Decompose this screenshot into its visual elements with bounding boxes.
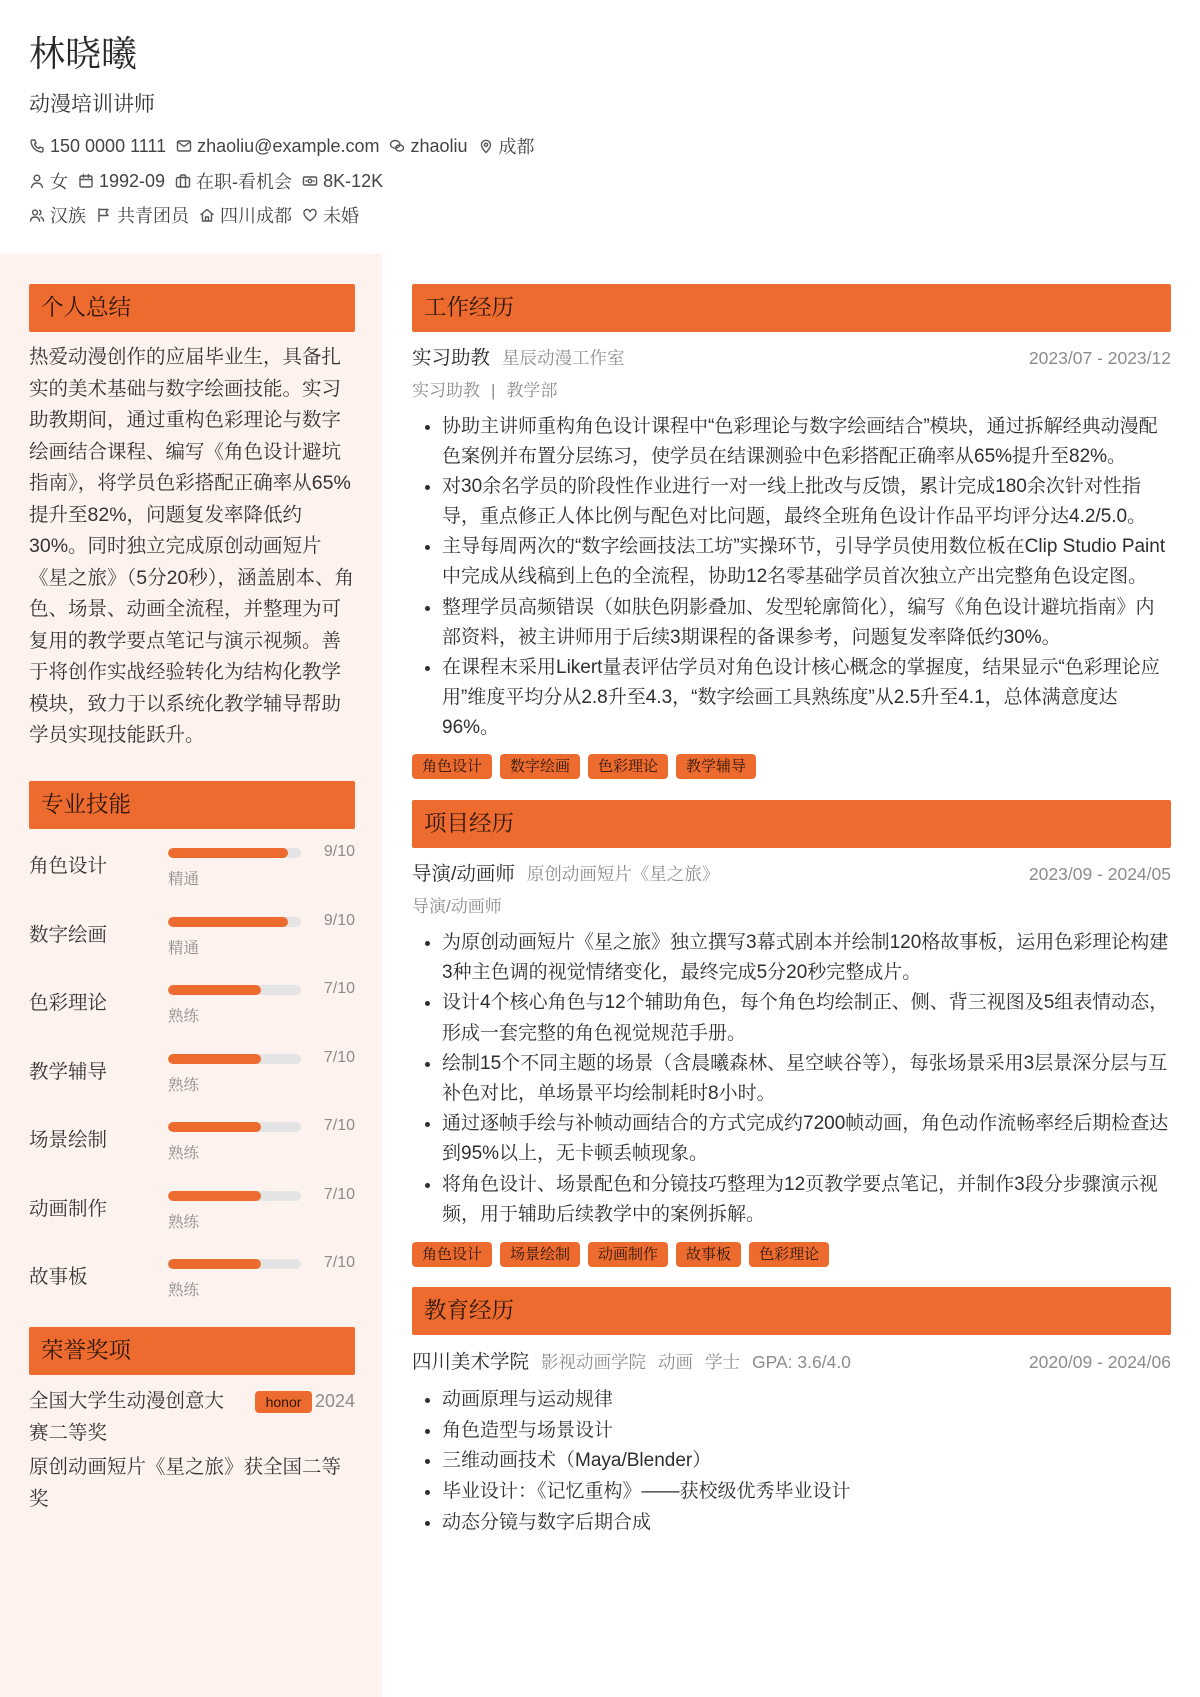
phone-icon xyxy=(29,138,45,154)
marital-status-item xyxy=(302,202,359,228)
gpa-value: GPA: 3.6/4.0 xyxy=(752,1352,851,1373)
work-tags xyxy=(412,754,1171,779)
honor-title: 全国大学生动漫创意大赛二等奖 xyxy=(29,1390,225,1444)
skill-bar-fill xyxy=(168,1054,261,1064)
hometown-item xyxy=(199,202,292,228)
skill-level: 精通 xyxy=(168,939,200,957)
course-item: • 动态分镜与数字后期合成 xyxy=(442,1508,1171,1539)
gender-text: 女 xyxy=(50,172,68,192)
political-status-item xyxy=(96,202,189,228)
contact-row xyxy=(29,168,393,194)
honor-badge: honor xyxy=(255,1391,312,1413)
skill-tag: 色彩理论 xyxy=(749,1242,829,1267)
honor-item xyxy=(29,1452,355,1515)
project-subline xyxy=(412,895,1171,919)
marital-status-text: 未婚 xyxy=(323,206,359,226)
major-name: 动画 xyxy=(658,1352,694,1373)
skill-row xyxy=(29,909,355,978)
skill-tag: 角色设计 xyxy=(412,1242,492,1267)
home-icon xyxy=(199,207,215,223)
skill-score: 7/10 xyxy=(323,1048,355,1066)
bullet-item: • 整理学员高频错误（如肤色阴影叠加、发型轮廓简化），编写《角色设计避坑指南》内部资料，被主讲师用于后续3期课程的备课参考，问题复发率降低约30%。 xyxy=(442,593,1171,653)
heart-icon xyxy=(302,207,318,223)
skill-row xyxy=(29,1114,355,1183)
skill-name: 动画制作 xyxy=(29,1197,108,1220)
bullet-item: • 在课程末采用Likert量表评估学员对角色设计核心概念的掌握度，结果显示“色彩理论应用”维度平均分从2.8升至4.3，“数字绘画工具熟练度”从2.5升至4.1，总体满意度达96%。 xyxy=(442,653,1171,743)
work-bullets xyxy=(412,412,1171,743)
separator: | xyxy=(491,381,496,400)
salary-icon xyxy=(302,173,318,189)
school-name: 四川美术学院 xyxy=(412,1351,530,1374)
bullet-item: • 将角色设计、场景配色和分镜技巧整理为12页教学要点笔记，并制作3段分步骤演示视频，用于辅助后续教学中的案例拆解。 xyxy=(442,1170,1171,1230)
contact-row xyxy=(29,133,545,159)
skill-level: 熟练 xyxy=(168,1145,200,1162)
skill-bar xyxy=(168,985,301,995)
projects-heading: 项目经历 xyxy=(412,800,1171,848)
summary-text: 热爱动漫创作的应届毕业生，具备扎实的美术基础与数字绘画技能。实习助教期间，通过重构色彩理论与数字绘画结合课程、编写《角色设计避坑指南》，将学员色彩搭配正确率从65%提升至82%，问题复发率降低约30%。同时独立完成原创动画短片《星之旅》（5分20秒），涵盖剧本、角色、场景、动画全流程，并整理为可复用的教学要点笔记与演示视频。善于将创作实战经验转化为结构化教学模块，致力于以系统化教学辅导帮助学员实现技能跃升。 xyxy=(29,346,355,746)
work-date: 2023/07 - 2023/12 xyxy=(1028,348,1171,368)
skill-name: 色彩理论 xyxy=(29,992,108,1014)
honor-year: 2024 xyxy=(314,1391,355,1411)
skill-tag: 教学辅导 xyxy=(676,754,756,779)
skill-score: 9/10 xyxy=(323,911,355,929)
education-bullets xyxy=(412,1385,1171,1539)
skill-bar-fill xyxy=(168,1191,261,1201)
bullet-item: • 协助主讲师重构角色设计课程中“色彩理论与数字绘画结合”模块，通过拆解经典动漫配色案例并布置分层练习，使学员在结课测验中色彩搭配正确率从65%提升至82%。 xyxy=(442,412,1171,472)
wechat-text: zhaoliu xyxy=(410,135,468,156)
project-tags xyxy=(412,1242,1171,1267)
skill-row xyxy=(29,1046,355,1115)
work-subline xyxy=(412,379,1171,403)
right-column xyxy=(412,284,1171,1539)
skill-level: 精通 xyxy=(168,871,200,888)
course-item: • 动画原理与运动规律 xyxy=(442,1385,1171,1416)
skill-name: 数字绘画 xyxy=(29,923,108,946)
people-icon xyxy=(29,207,45,223)
skill-level: 熟练 xyxy=(168,1008,200,1025)
skill-bar xyxy=(168,917,301,927)
skill-score: 7/10 xyxy=(323,980,355,997)
birth-item xyxy=(78,171,165,192)
hometown-text: 四川成都 xyxy=(220,206,292,226)
work-entry-header xyxy=(412,345,1171,371)
skill-score: 7/10 xyxy=(323,1117,355,1134)
mail-icon xyxy=(176,138,192,154)
college-name: 影视动画学院 xyxy=(541,1352,647,1373)
briefcase-icon xyxy=(175,173,191,189)
skill-tag: 数字绘画 xyxy=(500,754,580,779)
location-text: 成都 xyxy=(498,137,535,157)
candidate-name: 林晓曦 xyxy=(29,33,138,74)
skill-tag: 故事板 xyxy=(676,1242,741,1267)
skill-level: 熟练 xyxy=(168,1213,200,1231)
skill-bar-fill xyxy=(168,1259,261,1269)
skill-row xyxy=(29,1183,355,1252)
skill-level: 熟练 xyxy=(168,1076,200,1094)
education-heading: 教育经历 xyxy=(412,1287,1171,1335)
skill-bar-fill xyxy=(168,985,261,995)
skill-bar xyxy=(168,1259,301,1269)
skill-name: 角色设计 xyxy=(29,855,108,877)
skill-name: 故事板 xyxy=(29,1266,88,1288)
bullet-item: • 绘制15个不同主题的场景（含晨曦森林、星空峡谷等），每张场景采用3层景深分层与互补色对比，单场景平均绘制耗时8小时。 xyxy=(442,1049,1171,1109)
work-role: 实习助教 xyxy=(412,347,491,369)
birth-text: 1992-09 xyxy=(99,170,166,191)
project-date: 2023/09 - 2024/05 xyxy=(1028,864,1171,885)
project-name: 原创动画短片《星之旅》 xyxy=(526,864,720,885)
resume-header xyxy=(29,0,1171,254)
course-item: • 角色造型与场景设计 xyxy=(442,1416,1171,1447)
project-bullets xyxy=(412,928,1171,1230)
target-position: 动漫培训讲师 xyxy=(29,93,155,116)
skill-list xyxy=(29,840,355,1320)
skill-bar xyxy=(168,1054,301,1064)
skill-name: 教学辅导 xyxy=(29,1060,108,1083)
contact-row xyxy=(29,202,369,228)
wechat-item xyxy=(389,136,467,157)
left-column xyxy=(29,284,355,1515)
skill-score: 7/10 xyxy=(323,1254,355,1271)
course-item: • 毕业设计：《记忆重构》——获校级优秀毕业设计 xyxy=(442,1477,1171,1508)
job-status-text: 在职-看机会 xyxy=(196,172,293,192)
gender-item xyxy=(29,168,68,194)
bullet-item: • 为原创动画短片《星之旅》独立撰写3幕式剧本并绘制120格故事板，运用色彩理论构建3种主色调的视觉情绪变化，最终完成5分20秒完整成片。 xyxy=(442,928,1171,988)
skill-bar-fill xyxy=(168,917,288,927)
education-entry-header xyxy=(412,1349,1171,1375)
course-item: • 三维动画技术（Maya/Blender） xyxy=(442,1446,1171,1477)
skill-bar xyxy=(168,1122,301,1132)
skill-row xyxy=(29,1251,355,1320)
person-icon xyxy=(29,173,45,189)
salary-item xyxy=(302,171,383,192)
skill-tag: 动画制作 xyxy=(588,1242,668,1267)
bullet-item: • 通过逐帧手绘与补帧动画结合的方式完成约7200帧动画，角色动作流畅率经后期检查达到95%以上，无卡顿丢帧现象。 xyxy=(442,1109,1171,1169)
email-text: zhaoliu@example.com xyxy=(197,135,380,156)
education-date: 2020/09 - 2024/06 xyxy=(1028,1352,1171,1373)
skill-row xyxy=(29,840,355,909)
skill-bar-fill xyxy=(168,848,288,858)
ethnicity-item xyxy=(29,202,86,228)
honor-title: 原创动画短片《星之旅》获全国二等奖 xyxy=(29,1456,342,1510)
skill-name: 场景绘制 xyxy=(29,1129,108,1151)
bullet-item: • 对30余名学员的阶段性作业进行一对一线上批改与反馈，累计完成180余次针对性指导，重点修正人体比例与配色对比问题，最终全班角色设计作品平均评分达4.2/5.0。 xyxy=(442,472,1171,532)
skill-score: 7/10 xyxy=(323,1185,355,1203)
skill-bar xyxy=(168,1191,301,1201)
phone-text: 150 0000 1111 xyxy=(50,135,167,156)
bullet-item: • 设计4个核心角色与12个辅助角色，每个角色均绘制正、侧、背三视图及5组表情动态，形成一套完整的角色视觉规范手册。 xyxy=(442,988,1171,1048)
degree-name: 学士 xyxy=(705,1352,741,1373)
skill-row xyxy=(29,977,355,1046)
wechat-icon xyxy=(389,138,405,154)
salary-text: 8K-12K xyxy=(323,170,384,191)
summary-heading: 个人总结 xyxy=(29,284,355,332)
phone-item xyxy=(29,136,166,157)
location-icon xyxy=(478,138,494,154)
work-position: 实习助教 xyxy=(412,381,480,400)
work-department: 教学部 xyxy=(506,381,558,400)
skill-tag: 色彩理论 xyxy=(588,754,668,779)
skill-level: 熟练 xyxy=(168,1282,200,1299)
skill-tag: 角色设计 xyxy=(412,754,492,779)
honor-item xyxy=(29,1386,355,1449)
bullet-item: • 主导每周两次的“数字绘画技法工坊”实操环节，引导学员使用数位板在Clip Studio Paint中完成从线稿到上色的全流程，协助12名零基础学员首次独立产出完整角色设定图。 xyxy=(442,532,1171,592)
calendar-icon xyxy=(78,173,94,189)
project-role: 导演/动画师 xyxy=(412,863,515,886)
email-item xyxy=(176,136,379,157)
work-organization: 星辰动漫工作室 xyxy=(502,348,625,368)
skill-bar xyxy=(168,848,301,858)
skill-score: 9/10 xyxy=(323,843,355,860)
honors-heading: 荣誉奖项 xyxy=(29,1327,355,1375)
flag-icon xyxy=(96,207,112,223)
skill-bar-fill xyxy=(168,1122,261,1132)
work-heading: 工作经历 xyxy=(412,284,1171,332)
job-status-item xyxy=(175,168,292,194)
skill-tag: 场景绘制 xyxy=(500,1242,580,1267)
political-status-text: 共青团员 xyxy=(117,206,189,226)
project-entry-header xyxy=(412,861,1171,887)
location-item xyxy=(478,133,535,159)
ethnicity-text: 汉族 xyxy=(50,206,86,226)
skills-heading: 专业技能 xyxy=(29,781,355,829)
project-position: 导演/动画师 xyxy=(412,897,502,917)
